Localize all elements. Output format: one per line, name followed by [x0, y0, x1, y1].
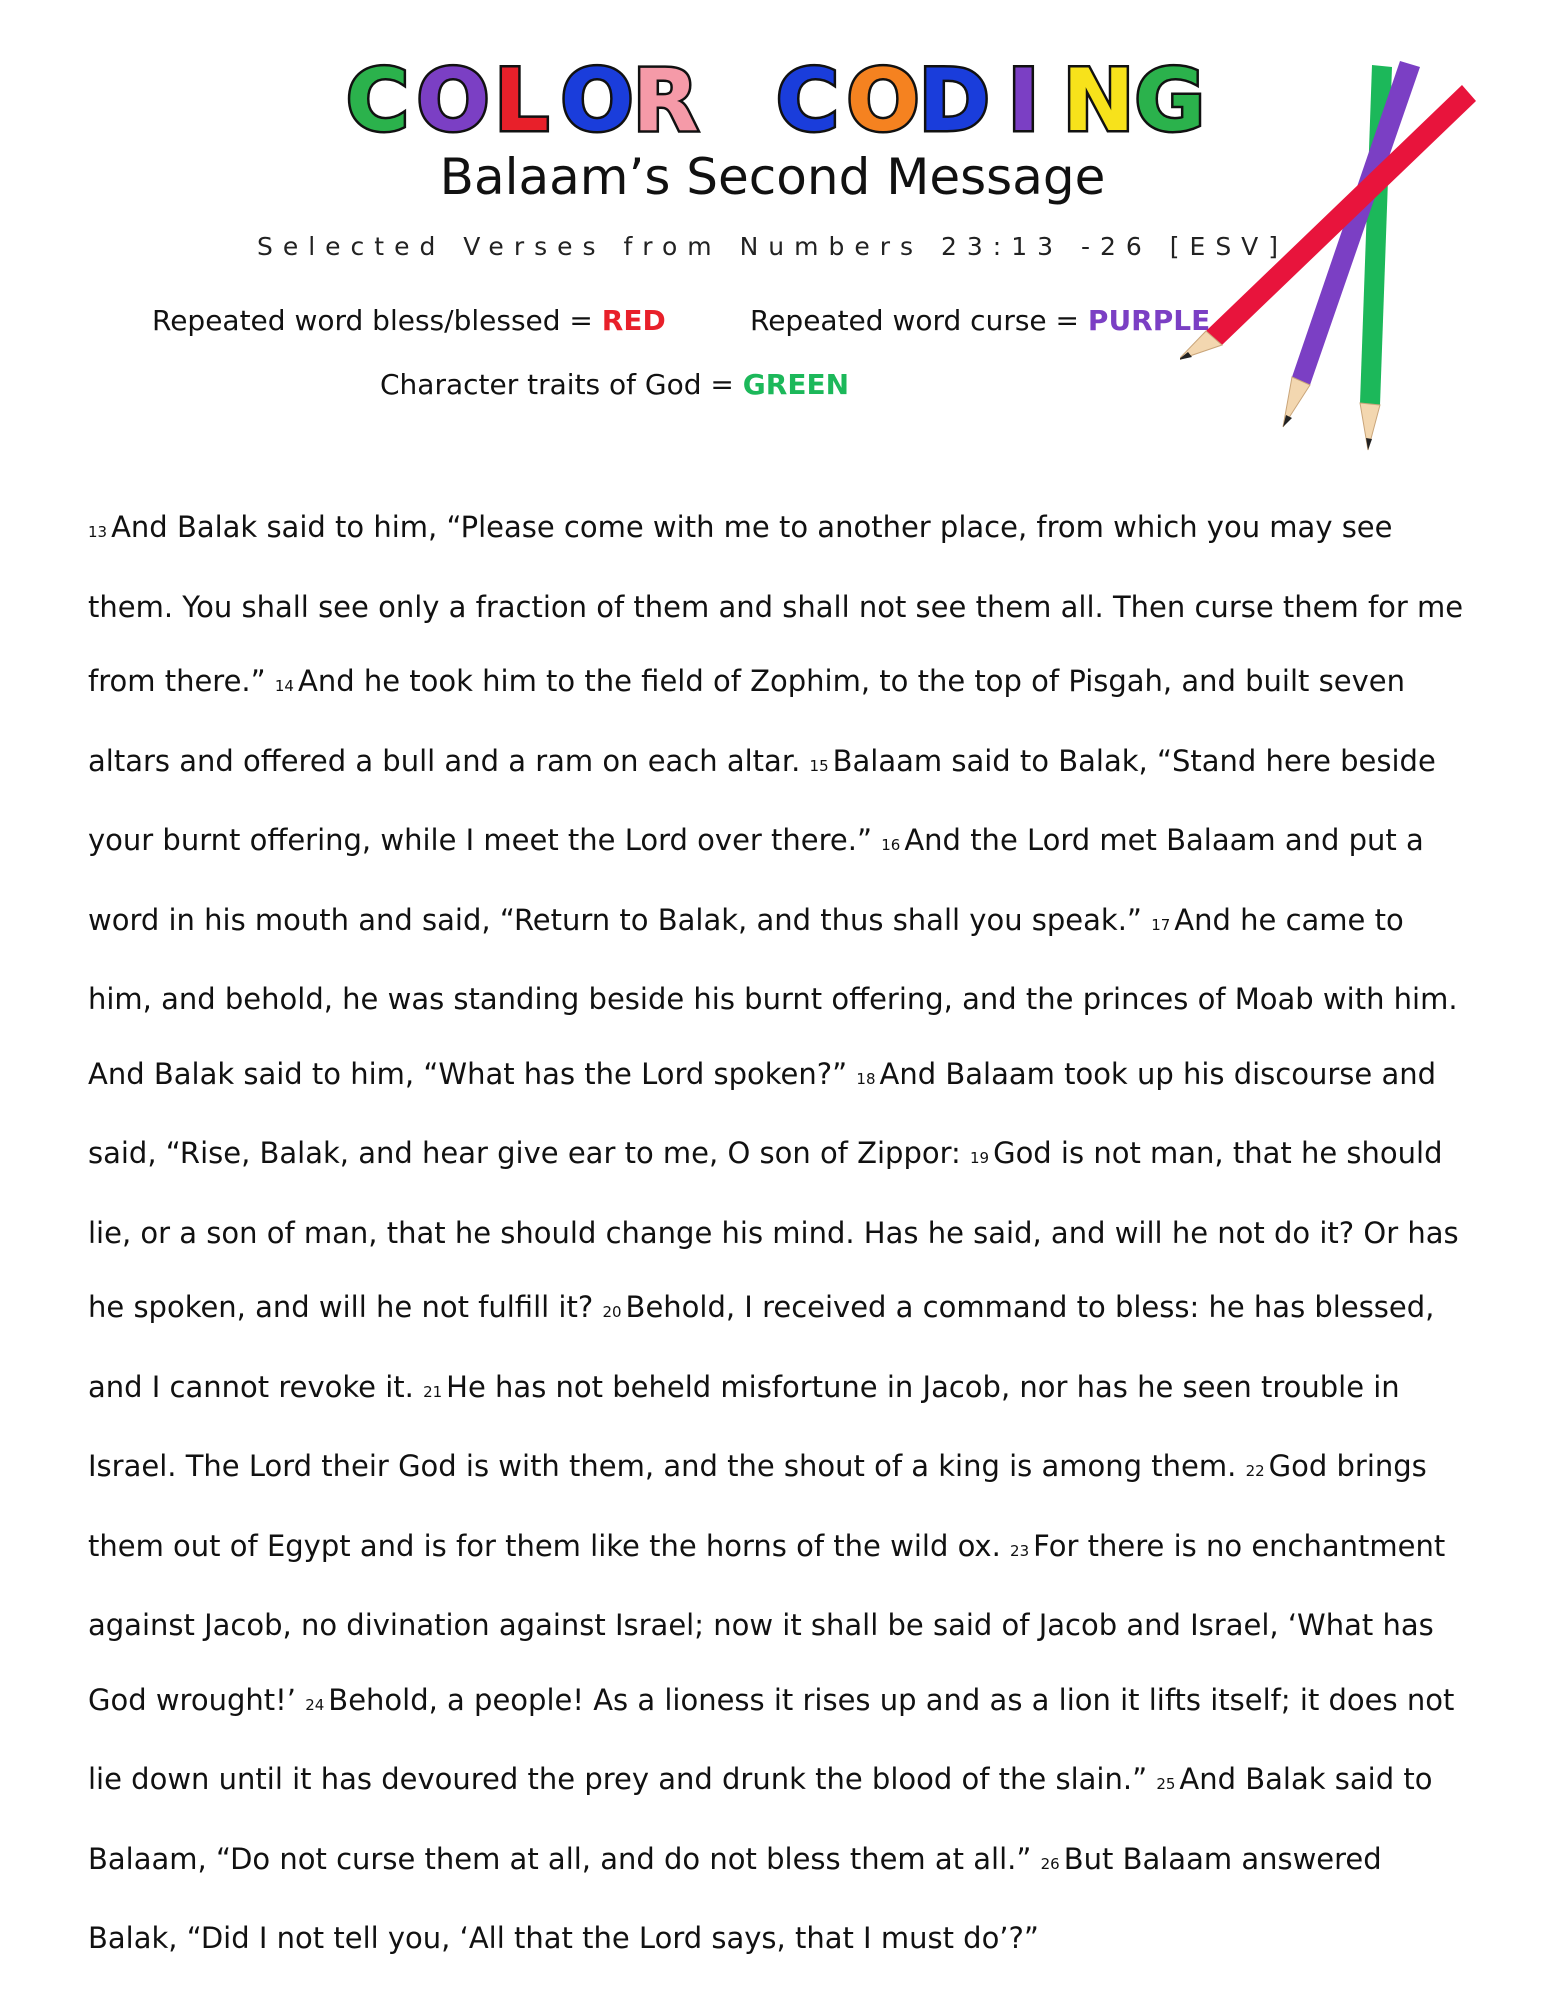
title-word-coding [772, 51, 1204, 151]
verse-text: And he took him to the field of Zophim, to the top of Pisgah, and built seven altars and offered a bull and a ram on each altar. [88, 664, 1405, 778]
scripture-passage [88, 490, 1468, 1976]
title-color-letter: R [632, 51, 699, 151]
verse-text: And he came to him, and behold, he was standing beside his burnt offering, and the princes of Moab with him. And Balak said to him, “What has the Lord spoken?” [88, 902, 1458, 1091]
colored-pencils-illustration [1180, 55, 1500, 455]
verse-number: 13 [88, 523, 108, 541]
verse-text: Behold, I received a command to bless: he has blessed, and I cannot revoke it. [88, 1290, 1435, 1404]
verse-number: 15 [809, 756, 829, 775]
verse-number: 18 [856, 1069, 876, 1088]
verse-number: 24 [305, 1695, 325, 1714]
verse-number: 14 [274, 677, 294, 695]
legend-curse-label: Repeated word curse = [750, 304, 1088, 337]
verse-number: 22 [1245, 1462, 1265, 1480]
verse-number: 25 [1156, 1775, 1176, 1793]
verse-number: 23 [1010, 1541, 1030, 1560]
verse-text: And Balak said to him, “Please come with me to another place, from which you may see them. You shall see only a fraction of them and shall not see them all. Then curse them for me from there.” [88, 510, 1464, 698]
verse-text: And Balaam took up his discourse and said, “Rise, Balak, and hear give ear to me, O son of Zippor: [88, 1056, 1437, 1170]
verse-number: 17 [1151, 915, 1171, 934]
verse-text: But Balaam answered Balak, “Did I not tell you, ‘All that the Lord says, that I must do’?” [88, 1841, 1382, 1955]
verse-number: 26 [1040, 1854, 1060, 1873]
verse-number: 20 [602, 1303, 622, 1321]
legend-curse-key: PURPLE [1087, 304, 1211, 337]
verse-text: God is not man, that he should lie, or a son of man, that he should change his mind. Has he said, and will he not do it? Or has he spoken, and will he not fulfill it? [88, 1136, 1459, 1324]
title-coding-letter: G [1134, 51, 1206, 151]
legend-bless [152, 304, 666, 337]
title-coding-letter: D [918, 51, 990, 151]
legend-traits-key: GREEN [742, 368, 850, 401]
legend-traits-label: Character traits of God = [380, 368, 743, 401]
title-color-letter: O [560, 51, 634, 151]
title-coding-letter: N [1062, 51, 1135, 151]
legend-traits [380, 368, 849, 401]
verse-text: Balaam said to Balak, “Stand here beside your burnt offering, while I meet the Lord over there.” [88, 743, 1436, 857]
title-coding-letter: O [846, 51, 920, 151]
verse-number: 21 [423, 1382, 443, 1401]
title-color-letter: L [494, 51, 549, 151]
legend-bless-label: Repeated word bless/blessed = [152, 304, 602, 337]
verse-text: And Balak said to Balaam, “Do not curse them at all, and do not bless them at all.” [88, 1762, 1433, 1876]
verse-text: God brings them out of Egypt and is for them like the horns of the wild ox. [88, 1449, 1427, 1563]
title-coding-letter: C [775, 51, 840, 151]
verse-text: For there is no enchantment against Jacob, no divination against Israel; now it shall be said of Jacob and Israel, ‘What has God wrought!’ [88, 1528, 1446, 1717]
title-coding-letter: I [1007, 51, 1040, 151]
verse-text: He has not beheld misfortune in Jacob, nor has he seen trouble in Israel. The Lord their God is with them, and the shout of a king is among them. [88, 1369, 1400, 1483]
subtitle: Balaam’s Second Message [439, 148, 1106, 206]
verse-number: 19 [970, 1149, 990, 1167]
title-word-color [342, 51, 702, 151]
title-color-letter: O [416, 51, 490, 151]
title-color-letter: C [345, 51, 410, 151]
verse-number: 16 [881, 836, 901, 854]
legend-curse [750, 304, 1210, 337]
verse-text: Behold, a people! As a lioness it rises up and as a lion it lifts itself; it does not lie down until it has devoured the prey and drunk the blood of the slain.” [88, 1682, 1455, 1796]
legend-bless-key: RED [601, 304, 666, 337]
scripture-reference: Selected Verses from Numbers 23:13 -26 [ESV] [256, 232, 1289, 261]
verse-text: And the Lord met Balaam and put a word in his mouth and said, “Return to Balak, and thus shall you speak.” [88, 823, 1424, 937]
